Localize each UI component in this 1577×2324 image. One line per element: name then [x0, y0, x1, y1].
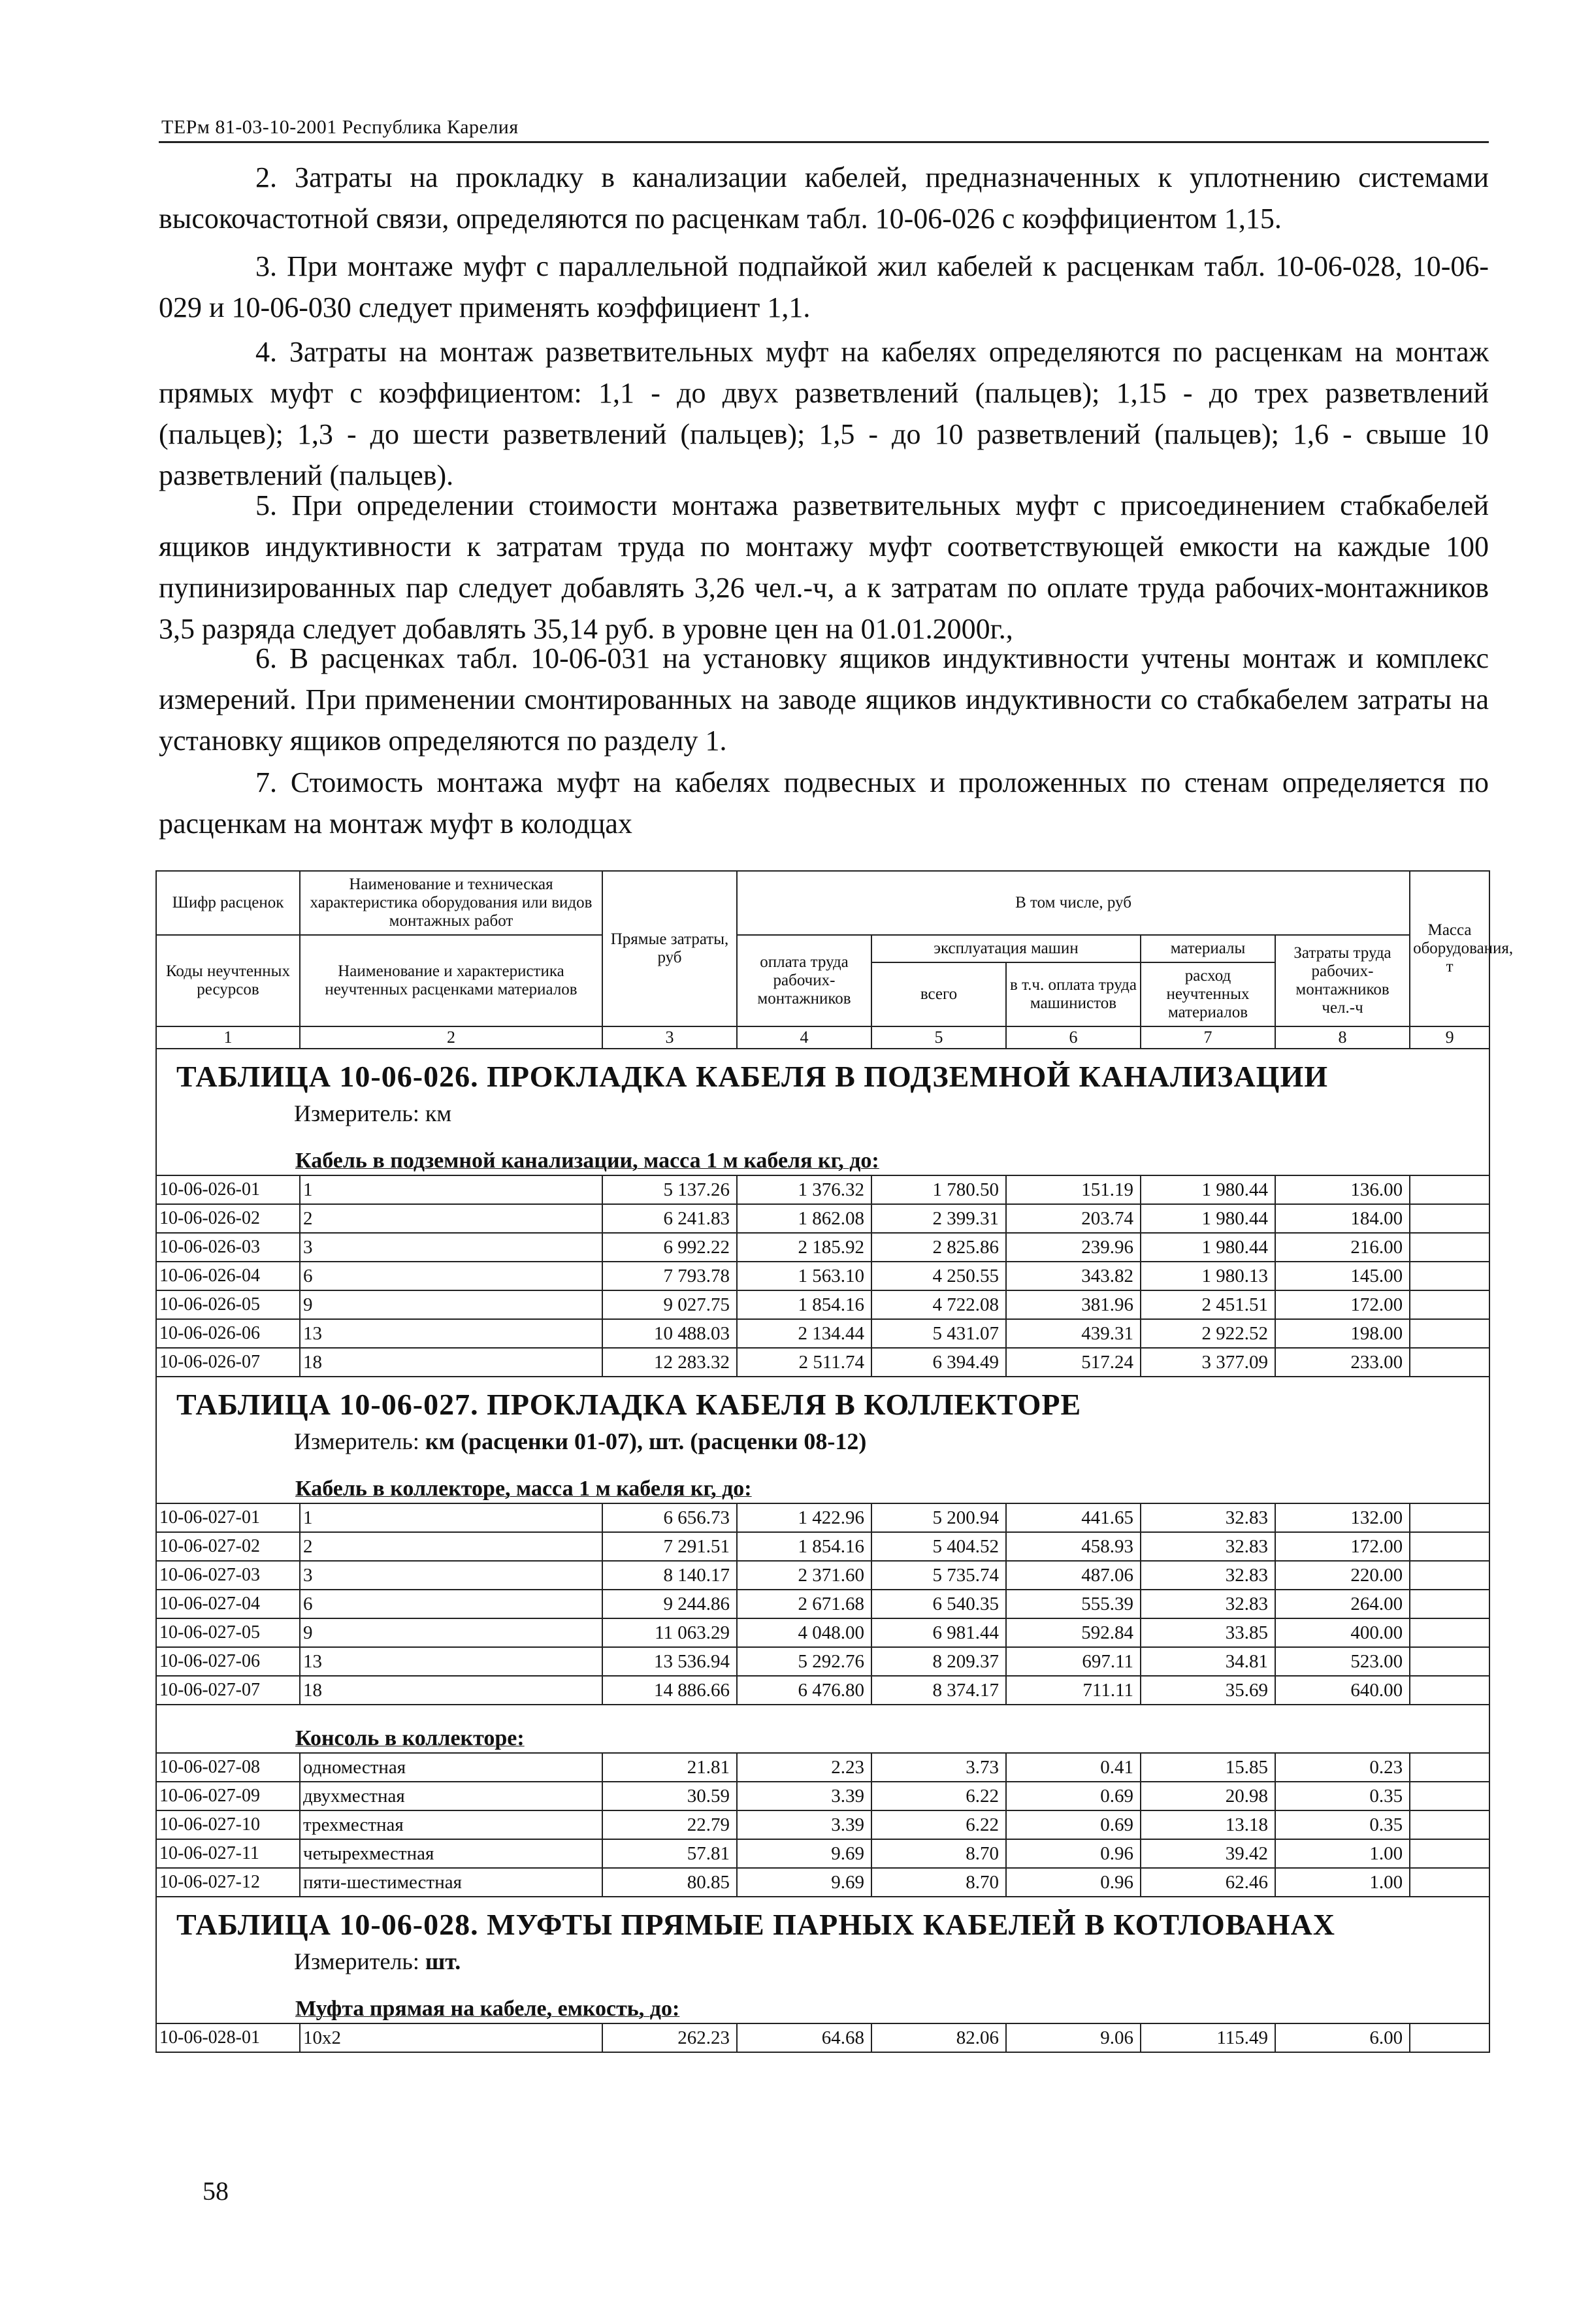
rates-table: [155, 870, 1514, 2053]
table-row: [156, 2023, 1489, 2052]
characteristic-cell: одноместная: [300, 1753, 602, 1782]
characteristic-cell: 10х2: [300, 2023, 602, 2052]
value-cell: 1 854.16: [737, 1532, 871, 1561]
value-cell: 21.81: [602, 1753, 737, 1782]
value-cell: 0.23: [1275, 1753, 1410, 1782]
table-row: [156, 1204, 1489, 1233]
value-cell: 57.81: [602, 1839, 737, 1868]
characteristic-cell: 13: [300, 1647, 602, 1676]
characteristic-cell: трехместная: [300, 1810, 602, 1839]
value-cell: 7 793.78: [602, 1262, 737, 1290]
th-incl-wages: в т.ч. оплата труда машинистов: [1006, 962, 1141, 1026]
value-cell: 555.39: [1006, 1590, 1141, 1618]
rate-code-cell: 10-06-026-04: [156, 1262, 300, 1290]
th-materials: материалы: [1141, 935, 1275, 962]
characteristic-cell: 13: [300, 1319, 602, 1348]
value-cell: 1 980.13: [1141, 1262, 1275, 1290]
value-cell: 264.00: [1275, 1590, 1410, 1618]
value-cell: [1410, 1561, 1489, 1590]
value-cell: 640.00: [1275, 1676, 1410, 1705]
section-header-cell: [156, 1897, 1489, 1976]
table-row: [156, 1175, 1489, 1204]
th-wages: оплата труда рабочих-монтажников: [737, 935, 871, 1026]
rate-code-cell: 10-06-027-11: [156, 1839, 300, 1868]
value-cell: 262.23: [602, 2023, 737, 2052]
value-cell: 5 431.07: [871, 1319, 1006, 1348]
paragraph-7: 7. Стоимость монтажа муфт на кабелях подвесных и проложенных по стенам определяется по расценкам на монтаж муфт в колодцах: [159, 766, 1489, 840]
rate-code-cell: 10-06-028-01: [156, 2023, 300, 2052]
value-cell: 30.59: [602, 1782, 737, 1810]
section-unit: [294, 1099, 1469, 1128]
table-row: [156, 1753, 1489, 1782]
th-direct: Прямые затраты, руб: [602, 871, 737, 1026]
rate-code-cell: 10-06-027-12: [156, 1868, 300, 1897]
subsection-row: [156, 1705, 1489, 1753]
value-cell: 343.82: [1006, 1262, 1141, 1290]
value-cell: 1.00: [1275, 1868, 1410, 1897]
value-cell: 7 291.51: [602, 1532, 737, 1561]
value-cell: [1410, 1262, 1489, 1290]
table-row: [156, 1647, 1489, 1676]
subsection-title-cell: [156, 1456, 1489, 1503]
th-unaccounted: расход неучтенных материалов: [1141, 962, 1275, 1026]
value-cell: 11 063.29: [602, 1618, 737, 1647]
subsection-title-cell: [156, 1976, 1489, 2023]
value-cell: 64.68: [737, 2023, 871, 2052]
characteristic-cell: 18: [300, 1348, 602, 1377]
th-name-top: Наименование и техническая характеристика оборудования или видов монтажных работ: [300, 871, 602, 935]
value-cell: 8 374.17: [871, 1676, 1006, 1705]
value-cell: 1 563.10: [737, 1262, 871, 1290]
value-cell: 0.96: [1006, 1839, 1141, 1868]
value-cell: 3 377.09: [1141, 1348, 1275, 1377]
value-cell: 439.31: [1006, 1319, 1141, 1348]
value-cell: [1410, 2023, 1489, 2052]
value-cell: 12 283.32: [602, 1348, 737, 1377]
value-cell: 5 404.52: [871, 1532, 1006, 1561]
value-cell: 6 394.49: [871, 1348, 1006, 1377]
value-cell: 39.42: [1141, 1839, 1275, 1868]
value-cell: [1410, 1503, 1489, 1532]
characteristic-cell: пяти-шестиместная: [300, 1868, 602, 1897]
value-cell: 80.85: [602, 1868, 737, 1897]
value-cell: 33.85: [1141, 1618, 1275, 1647]
column-number-cell: 7: [1141, 1026, 1275, 1049]
rate-code-cell: 10-06-026-03: [156, 1233, 300, 1262]
value-cell: 441.65: [1006, 1503, 1141, 1532]
value-cell: [1410, 1590, 1489, 1618]
th-labor: Затраты труда рабочих-монтажников чел.-ч: [1275, 935, 1410, 1026]
rate-code-cell: 10-06-027-08: [156, 1753, 300, 1782]
paragraph-5: 5. При определении стоимости монтажа разветвительных муфт с присоединением стабкабелей ящиков индуктивности к затратам труда по монтажу муфт соответствующей емкости на каждые 100 пупинизированных пар следует добавлять 3,26 чел.-ч, а к затратам по оплате труда рабочих-монтажников 3,5 разряда следует добавлять 35,14 руб. в уровне цен на 01.01.2000г.,: [159, 489, 1489, 645]
value-cell: 1 376.32: [737, 1175, 871, 1204]
page-number: 58: [203, 2176, 229, 2206]
th-name-bottom: Наименование и характеристика неучтенных расценками материалов: [300, 935, 602, 1026]
header-rule: [159, 141, 1489, 143]
value-cell: 0.41: [1006, 1753, 1141, 1782]
value-cell: 8 140.17: [602, 1561, 737, 1590]
value-cell: 9.69: [737, 1868, 871, 1897]
value-cell: 1.00: [1275, 1839, 1410, 1868]
value-cell: 523.00: [1275, 1647, 1410, 1676]
subsection-title: Кабель в подземной канализации, масса 1 м кабеля кг, до:: [295, 1149, 879, 1173]
table-row: [156, 1348, 1489, 1377]
value-cell: [1410, 1319, 1489, 1348]
characteristic-cell: 2: [300, 1204, 602, 1233]
value-cell: 198.00: [1275, 1319, 1410, 1348]
value-cell: 9.06: [1006, 2023, 1141, 2052]
value-cell: 4 048.00: [737, 1618, 871, 1647]
characteristic-cell: четырехместная: [300, 1839, 602, 1868]
value-cell: 216.00: [1275, 1233, 1410, 1262]
paragraph-6: 6. В расценках табл. 10-06-031 на установку ящиков индуктивности учтены монтаж и комплекс измерений. При применении смонтированных на заводе ящиков индуктивности со стабкабелем затраты на установку ящиков определяются по разделу 1.: [159, 642, 1489, 757]
value-cell: 6 656.73: [602, 1503, 737, 1532]
characteristic-cell: двухместная: [300, 1782, 602, 1810]
header-row-1: [156, 871, 1489, 935]
running-header: ТЕРм 81-03-10-2001 Республика Карелия: [161, 116, 519, 138]
th-codes: Коды неучтенных ресурсов: [156, 935, 300, 1026]
value-cell: 6.22: [871, 1782, 1006, 1810]
unit-value: км: [425, 1100, 452, 1126]
value-cell: [1410, 1647, 1489, 1676]
unit-label: Измеритель:: [294, 1948, 419, 1974]
value-cell: 172.00: [1275, 1532, 1410, 1561]
unit-label: Измеритель:: [294, 1428, 419, 1454]
value-cell: 8.70: [871, 1868, 1006, 1897]
value-cell: 115.49: [1141, 2023, 1275, 2052]
characteristic-cell: 9: [300, 1618, 602, 1647]
value-cell: 15.85: [1141, 1753, 1275, 1782]
rate-code-cell: 10-06-027-02: [156, 1532, 300, 1561]
column-number-cell: 4: [737, 1026, 871, 1049]
paragraph-4: 4. Затраты на монтаж разветвительных муфт на кабелях определяются по расценкам на монтаж прямых муфт с коэффициентом: 1,1 - до двух разветвлений (пальцев); 1,15 - до трех разветвлений (пальцев); 1,3 - до шести разветвлений (пальцев); 1,5 - до 10 разветвлений (пальцев); 1,6 - свыше 10 разветвлений (пальцев).: [159, 336, 1489, 491]
th-total: всего: [871, 962, 1006, 1026]
value-cell: 2 511.74: [737, 1348, 871, 1377]
rate-code-cell: 10-06-026-05: [156, 1290, 300, 1319]
table-row: [156, 1561, 1489, 1590]
value-cell: 592.84: [1006, 1618, 1141, 1647]
paragraph-2: 2. Затраты на прокладку в канализации кабелей, предназначенных к уплотнению системами высокочастотной связи, определяются по расценкам табл. 10-06-026 с коэффициентом 1,15.: [159, 161, 1489, 235]
section-unit: [294, 1947, 1469, 1976]
value-cell: 5 292.76: [737, 1647, 871, 1676]
value-cell: 20.98: [1141, 1782, 1275, 1810]
value-cell: 145.00: [1275, 1262, 1410, 1290]
value-cell: 62.46: [1141, 1868, 1275, 1897]
column-number-cell: 2: [300, 1026, 602, 1049]
characteristic-cell: 6: [300, 1590, 602, 1618]
rate-code-cell: 10-06-027-07: [156, 1676, 300, 1705]
value-cell: 0.96: [1006, 1868, 1141, 1897]
section-header-cell: [156, 1049, 1489, 1128]
rate-code-cell: 10-06-027-01: [156, 1503, 300, 1532]
value-cell: 3.39: [737, 1782, 871, 1810]
column-number-cell: 5: [871, 1026, 1006, 1049]
value-cell: 9 027.75: [602, 1290, 737, 1319]
value-cell: 13 536.94: [602, 1647, 737, 1676]
unit-label: Измеритель:: [294, 1100, 419, 1126]
rate-code-cell: 10-06-027-04: [156, 1590, 300, 1618]
value-cell: 82.06: [871, 2023, 1006, 2052]
value-cell: [1410, 1618, 1489, 1647]
table-row: [156, 1676, 1489, 1705]
table-row: [156, 1810, 1489, 1839]
value-cell: 2 134.44: [737, 1319, 871, 1348]
section-header-cell: [156, 1377, 1489, 1456]
value-cell: 203.74: [1006, 1204, 1141, 1233]
column-number-row: [156, 1026, 1489, 1049]
value-cell: 381.96: [1006, 1290, 1141, 1319]
value-cell: [1410, 1348, 1489, 1377]
value-cell: 32.83: [1141, 1503, 1275, 1532]
value-cell: 3.39: [737, 1810, 871, 1839]
subsection-title: Консоль в коллекторе:: [295, 1726, 525, 1750]
value-cell: 6 241.83: [602, 1204, 737, 1233]
rate-code-cell: 10-06-027-10: [156, 1810, 300, 1839]
characteristic-cell: 1: [300, 1175, 602, 1204]
value-cell: 13.18: [1141, 1810, 1275, 1839]
column-number-cell: 8: [1275, 1026, 1410, 1049]
value-cell: 1 862.08: [737, 1204, 871, 1233]
value-cell: 1 422.96: [737, 1503, 871, 1532]
value-cell: 35.69: [1141, 1676, 1275, 1705]
characteristic-cell: 3: [300, 1233, 602, 1262]
value-cell: 3.73: [871, 1753, 1006, 1782]
value-cell: 2 671.68: [737, 1590, 871, 1618]
column-number-cell: 3: [602, 1026, 737, 1049]
value-cell: 487.06: [1006, 1561, 1141, 1590]
rate-code-cell: 10-06-027-03: [156, 1561, 300, 1590]
subsection-title-cell: [156, 1128, 1489, 1175]
subsection-row: [156, 1456, 1489, 1503]
rate-code-cell: 10-06-026-06: [156, 1319, 300, 1348]
column-number-cell: 1: [156, 1026, 300, 1049]
value-cell: [1410, 1204, 1489, 1233]
header-row-2: [156, 935, 1489, 962]
table-row: [156, 1839, 1489, 1868]
table-row: [156, 1503, 1489, 1532]
th-incl: В том числе, руб: [737, 871, 1410, 935]
value-cell: 2 185.92: [737, 1233, 871, 1262]
value-cell: [1410, 1233, 1489, 1262]
characteristic-cell: 18: [300, 1676, 602, 1705]
section-title-row: [156, 1377, 1489, 1456]
section-title-row: [156, 1049, 1489, 1128]
value-cell: [1410, 1839, 1489, 1868]
value-cell: 4 722.08: [871, 1290, 1006, 1319]
value-cell: 6 540.35: [871, 1590, 1006, 1618]
table-row: [156, 1618, 1489, 1647]
value-cell: 1 980.44: [1141, 1233, 1275, 1262]
value-cell: 10 488.03: [602, 1319, 737, 1348]
th-cipher: Шифр расценок: [156, 871, 300, 935]
value-cell: [1410, 1532, 1489, 1561]
value-cell: [1410, 1753, 1489, 1782]
characteristic-cell: 1: [300, 1503, 602, 1532]
rate-code-cell: 10-06-027-05: [156, 1618, 300, 1647]
value-cell: 1 780.50: [871, 1175, 1006, 1204]
value-cell: 239.96: [1006, 1233, 1141, 1262]
column-number-cell: 9: [1410, 1026, 1489, 1049]
th-machines: эксплуатация машин: [871, 935, 1141, 962]
table-row: [156, 1868, 1489, 1897]
value-cell: 32.83: [1141, 1532, 1275, 1561]
value-cell: 1 980.44: [1141, 1175, 1275, 1204]
table-row: [156, 1290, 1489, 1319]
value-cell: 711.11: [1006, 1676, 1141, 1705]
value-cell: 2 825.86: [871, 1233, 1006, 1262]
value-cell: 0.35: [1275, 1782, 1410, 1810]
value-cell: 0.69: [1006, 1782, 1141, 1810]
rate-code-cell: 10-06-027-09: [156, 1782, 300, 1810]
value-cell: 4 250.55: [871, 1262, 1006, 1290]
value-cell: 517.24: [1006, 1348, 1141, 1377]
value-cell: 233.00: [1275, 1348, 1410, 1377]
table-row: [156, 1319, 1489, 1348]
value-cell: [1410, 1782, 1489, 1810]
value-cell: [1410, 1868, 1489, 1897]
table-row: [156, 1782, 1489, 1810]
value-cell: 6.00: [1275, 2023, 1410, 2052]
value-cell: 9.69: [737, 1839, 871, 1868]
value-cell: 136.00: [1275, 1175, 1410, 1204]
column-number-cell: 6: [1006, 1026, 1141, 1049]
characteristic-cell: 2: [300, 1532, 602, 1561]
value-cell: 2 399.31: [871, 1204, 1006, 1233]
subsection-title: Муфта прямая на кабеле, емкость, до:: [295, 1997, 680, 2021]
value-cell: 2.23: [737, 1753, 871, 1782]
value-cell: 400.00: [1275, 1618, 1410, 1647]
value-cell: [1410, 1290, 1489, 1319]
unit-value: шт.: [425, 1948, 461, 1974]
rates-table-body: [156, 871, 1514, 2052]
value-cell: 2 922.52: [1141, 1319, 1275, 1348]
value-cell: 184.00: [1275, 1204, 1410, 1233]
value-cell: 5 137.26: [602, 1175, 737, 1204]
value-cell: 6 992.22: [602, 1233, 737, 1262]
characteristic-cell: 9: [300, 1290, 602, 1319]
value-cell: 151.19: [1006, 1175, 1141, 1204]
rate-code-cell: 10-06-026-02: [156, 1204, 300, 1233]
value-cell: 32.83: [1141, 1590, 1275, 1618]
table-row: [156, 1233, 1489, 1262]
value-cell: 2 451.51: [1141, 1290, 1275, 1319]
section-title: ТАБЛИЦА 10-06-026. ПРОКЛАДКА КАБЕЛЯ В ПОДЗЕМНОЙ КАНАЛИЗАЦИИ: [176, 1060, 1329, 1093]
characteristic-cell: 6: [300, 1262, 602, 1290]
value-cell: 1 854.16: [737, 1290, 871, 1319]
value-cell: 5 200.94: [871, 1503, 1006, 1532]
value-cell: 172.00: [1275, 1290, 1410, 1319]
value-cell: 9 244.86: [602, 1590, 737, 1618]
value-cell: 14 886.66: [602, 1676, 737, 1705]
th-mass: Масса оборудования, т: [1410, 871, 1489, 1026]
value-cell: 0.69: [1006, 1810, 1141, 1839]
subsection-title: Кабель в коллекторе, масса 1 м кабеля кг, до:: [295, 1477, 752, 1501]
value-cell: 6.22: [871, 1810, 1006, 1839]
subsection-row: [156, 1128, 1489, 1175]
rate-code-cell: 10-06-026-07: [156, 1348, 300, 1377]
rate-code-cell: 10-06-027-06: [156, 1647, 300, 1676]
value-cell: 1 980.44: [1141, 1204, 1275, 1233]
section-title: ТАБЛИЦА 10-06-028. МУФТЫ ПРЯМЫЕ ПАРНЫХ КАБЕЛЕЙ В КОТЛОВАНАХ: [176, 1908, 1336, 1941]
value-cell: 0.35: [1275, 1810, 1410, 1839]
value-cell: 5 735.74: [871, 1561, 1006, 1590]
value-cell: 2 371.60: [737, 1561, 871, 1590]
subsection-row: [156, 1976, 1489, 2023]
subsection-title-cell: [156, 1705, 1489, 1753]
table-row: [156, 1262, 1489, 1290]
unit-value: км (расценки 01-07), шт. (расценки 08-12): [425, 1428, 867, 1454]
table-row: [156, 1590, 1489, 1618]
value-cell: [1410, 1676, 1489, 1705]
section-title: ТАБЛИЦА 10-06-027. ПРОКЛАДКА КАБЕЛЯ В КОЛЛЕКТОРЕ: [176, 1388, 1082, 1421]
section-title-row: [156, 1897, 1489, 1976]
value-cell: 697.11: [1006, 1647, 1141, 1676]
value-cell: 6 476.80: [737, 1676, 871, 1705]
value-cell: 458.93: [1006, 1532, 1141, 1561]
rate-code-cell: 10-06-026-01: [156, 1175, 300, 1204]
value-cell: 22.79: [602, 1810, 737, 1839]
table-row: [156, 1532, 1489, 1561]
value-cell: 34.81: [1141, 1647, 1275, 1676]
section-unit: [294, 1427, 1469, 1456]
value-cell: 8 209.37: [871, 1647, 1006, 1676]
value-cell: 220.00: [1275, 1561, 1410, 1590]
value-cell: 32.83: [1141, 1561, 1275, 1590]
value-cell: 8.70: [871, 1839, 1006, 1868]
characteristic-cell: 3: [300, 1561, 602, 1590]
value-cell: [1410, 1175, 1489, 1204]
value-cell: [1410, 1810, 1489, 1839]
paragraph-3: 3. При монтаже муфт с параллельной подпайкой жил кабелей к расценкам табл. 10-06-028, 10-06-029 и 10-06-030 следует применять коэффициент 1,1.: [159, 250, 1489, 323]
value-cell: 6 981.44: [871, 1618, 1006, 1647]
value-cell: 132.00: [1275, 1503, 1410, 1532]
